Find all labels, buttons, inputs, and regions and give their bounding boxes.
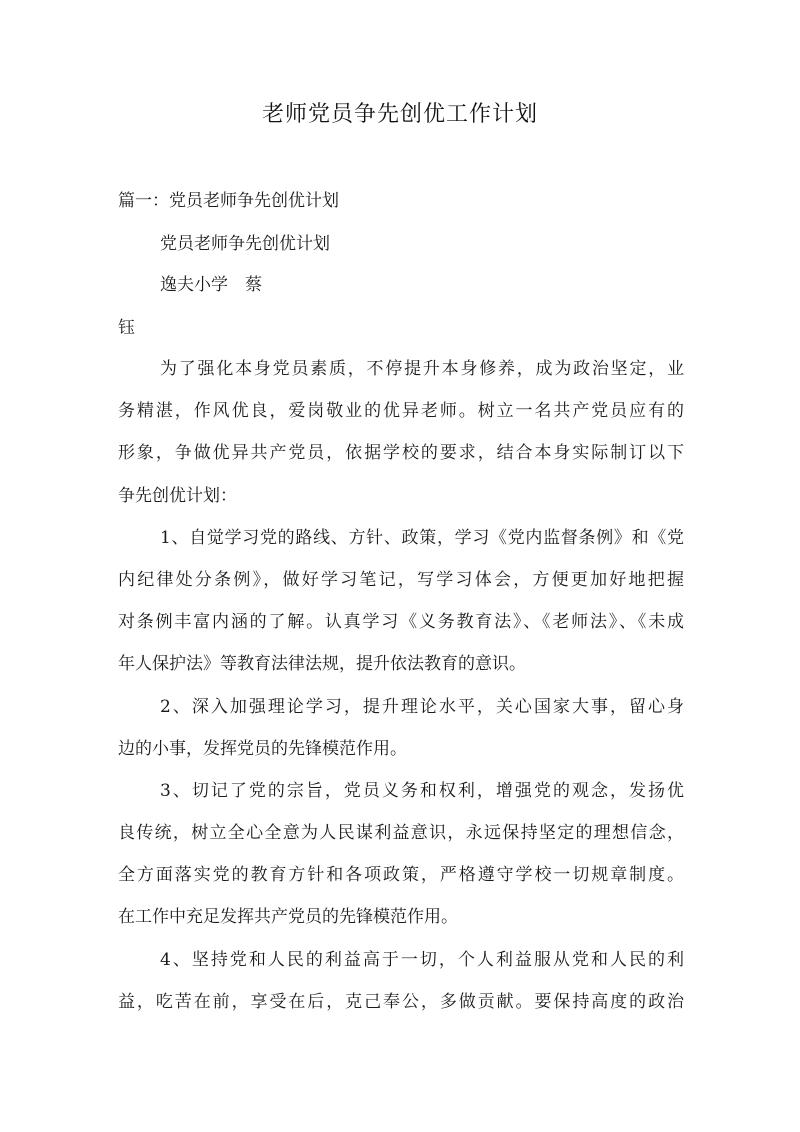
paragraph-line: 全方面落实党的教育方针和各项政策，严格遵守学校一切规章制度。: [118, 865, 684, 885]
paragraph-line: 3、切记了党的宗旨，党员义务和权利，增强党的观念，发扬优: [160, 781, 684, 801]
paragraph-line: 为了强化本身党员素质，不停提升本身修养，成为政治坚定，业: [160, 359, 684, 379]
paragraph-line: 良传统，树立全心全意为人民谋利益意识，永远保持坚定的理想信念，: [118, 823, 684, 843]
paragraph-line: 内纪律处分条例》，做好学习笔记，写学习体会，方便更加好地把握: [118, 570, 684, 590]
paragraph-line: 益，吃苦在前，享受在后，克己奉公，多做贡献。要保持高度的政治: [118, 992, 684, 1012]
document-title: 老师党员争先创优工作计划: [261, 102, 538, 127]
paragraph-line: 4、坚持党和人民的利益高于一切，个人利益服从党和人民的利: [160, 950, 684, 970]
paragraph-line: 对条例丰富内涵的了解。认真学习《义务教育法》、《老师法》、《未成: [118, 612, 684, 632]
paragraph-line: 1、自觉学习党的路线、方针、政策，学习《党内监督条例》和《党: [160, 528, 684, 548]
paragraph-line: 争先创优计划：: [118, 486, 237, 506]
author-line: 逸夫小学 蔡: [160, 275, 262, 295]
paragraph-line: 年人保护法》等教育法律法规，提升依法教育的意识。: [118, 654, 526, 674]
paragraph-line: 在工作中充足发挥共产党员的先锋模范作用。: [118, 907, 458, 927]
author-line-continued: 钰: [118, 318, 135, 338]
paragraph-line: 边的小事，发挥党员的先锋模范作用。: [118, 739, 407, 759]
paragraph-line: 形象，争做优异共产党员，依据学校的要求，结合本身实际制订以下: [118, 443, 684, 463]
paragraph-line: 务精湛，作风优良，爱岗敬业的优异老师。树立一名共产党员应有的: [118, 401, 684, 421]
subtitle: 党员老师争先创优计划: [160, 234, 330, 254]
paragraph-line: 2、深入加强理论学习，提升理论水平，关心国家大事，留心身: [160, 697, 684, 717]
section-heading: 篇一：党员老师争先创优计划: [118, 191, 339, 211]
